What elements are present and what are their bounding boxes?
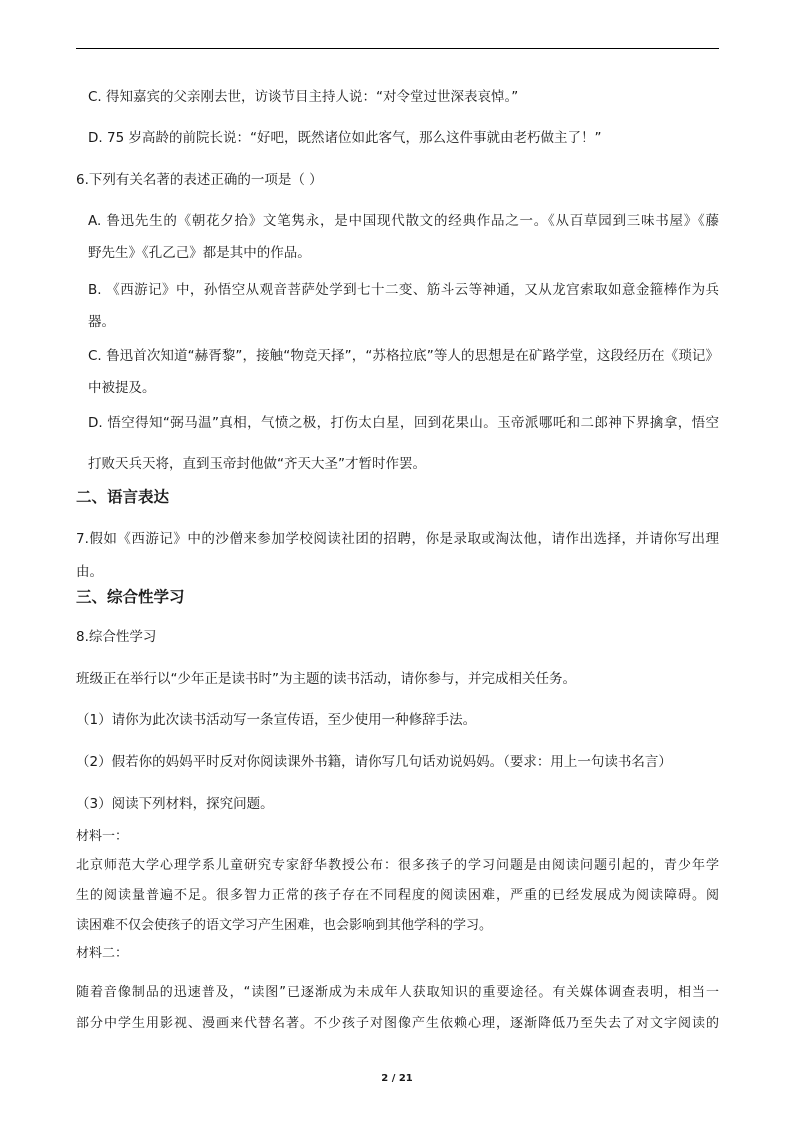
question-7-line1: 7.假如《西游记》中的沙僧来参加学校阅读社团的招聘，你是录取或淘汰他，请作出选择，并请你写出理	[76, 531, 719, 547]
section-heading-3: 三、综合性学习	[76, 588, 185, 606]
material-2-line2: 部分中学生用影视、漫画来代替名著。不少孩子对图像产生依赖心理，逐渐降低乃至失去了对文字阅读的	[76, 1016, 719, 1031]
option-d-q5: D. 75 岁高龄的前院长说：“好吧，既然诸位如此客气，那么这件事就由老朽做主了！”	[88, 130, 602, 146]
option-a-q6-line1: A. 鲁迅先生的《朝花夕拾》文笔隽永，是中国现代散文的经典作品之一。《从百草园到三味书屋》《藤	[88, 213, 719, 229]
option-c-q6-line1: C. 鲁迅首次知道“赫胥黎”，接触“物竞天择”，“苏格拉底”等人的思想是在矿路学堂，这段经历在《琐记》	[88, 348, 719, 364]
material-1-line3: 读困难不仅会使孩子的语文学习产生困难，也会影响到其他学科的学习。	[76, 918, 493, 933]
option-d-q6-line2: 打败天兵天将，直到玉帝封他做“齐天大圣”才暂时作罢。	[88, 456, 426, 472]
option-a-q6-line2: 野先生》《孔乙己》都是其中的作品。	[88, 245, 311, 261]
header-rule	[76, 48, 719, 49]
question-8: 8.综合性学习	[76, 629, 157, 645]
material-1-line2: 生的阅读量普遍不足。很多智力正常的孩子存在不同程度的阅读困难，严重的已经发展成为阅读障碍。阅	[76, 888, 719, 903]
section-heading-2: 二、语言表达	[76, 488, 170, 506]
material-1-label: 材料一：	[76, 829, 129, 844]
option-b-q6-line1: B. 《西游记》中，孙悟空从观音菩萨处学到七十二变、筋斗云等神通，又从龙宫索取如意金箍棒作为兵	[88, 282, 719, 298]
question-7-line2: 由。	[76, 564, 103, 580]
option-c-q6-line2: 中被提及。	[88, 380, 156, 396]
option-b-q6-line2: 器。	[88, 314, 115, 330]
question-6: 6.下列有关名著的表述正确的一项是（ ）	[76, 172, 323, 188]
task-2: （2）假若你的妈妈平时反对你阅读课外书籍，请你写几句话劝说妈妈。（要求：用上一句读书名言）	[76, 754, 672, 770]
task-1: （1）请你为此次读书活动写一条宣传语，至少使用一种修辞手法。	[76, 712, 477, 728]
material-1-line1: 北京师范大学心理学系儿童研究专家舒华教授公布：很多孩子的学习问题是由阅读问题引起的，青少年学	[76, 858, 719, 873]
task-3: （3）阅读下列材料，探究问题。	[76, 796, 274, 812]
material-2-label: 材料二：	[76, 946, 129, 961]
page-number: 2 / 21	[381, 1073, 413, 1084]
material-2-line1: 随着音像制品的迅速普及，“读图”已逐渐成为未成年人获取知识的重要途径。有关媒体调查表明，相当一	[76, 985, 719, 1000]
question-8-intro: 班级正在举行以“少年正是读书时”为主题的读书活动，请你参与，并完成相关任务。	[76, 671, 576, 687]
option-c-q5: C. 得知嘉宾的父亲刚去世，访谈节目主持人说：“对令堂过世深表哀悼。”	[88, 89, 519, 105]
option-d-q6-line1: D. 悟空得知“弼马温”真相，气愤之极，打伤太白星，回到花果山。玉帝派哪吒和二郎神下界擒拿，悟空	[88, 415, 719, 431]
